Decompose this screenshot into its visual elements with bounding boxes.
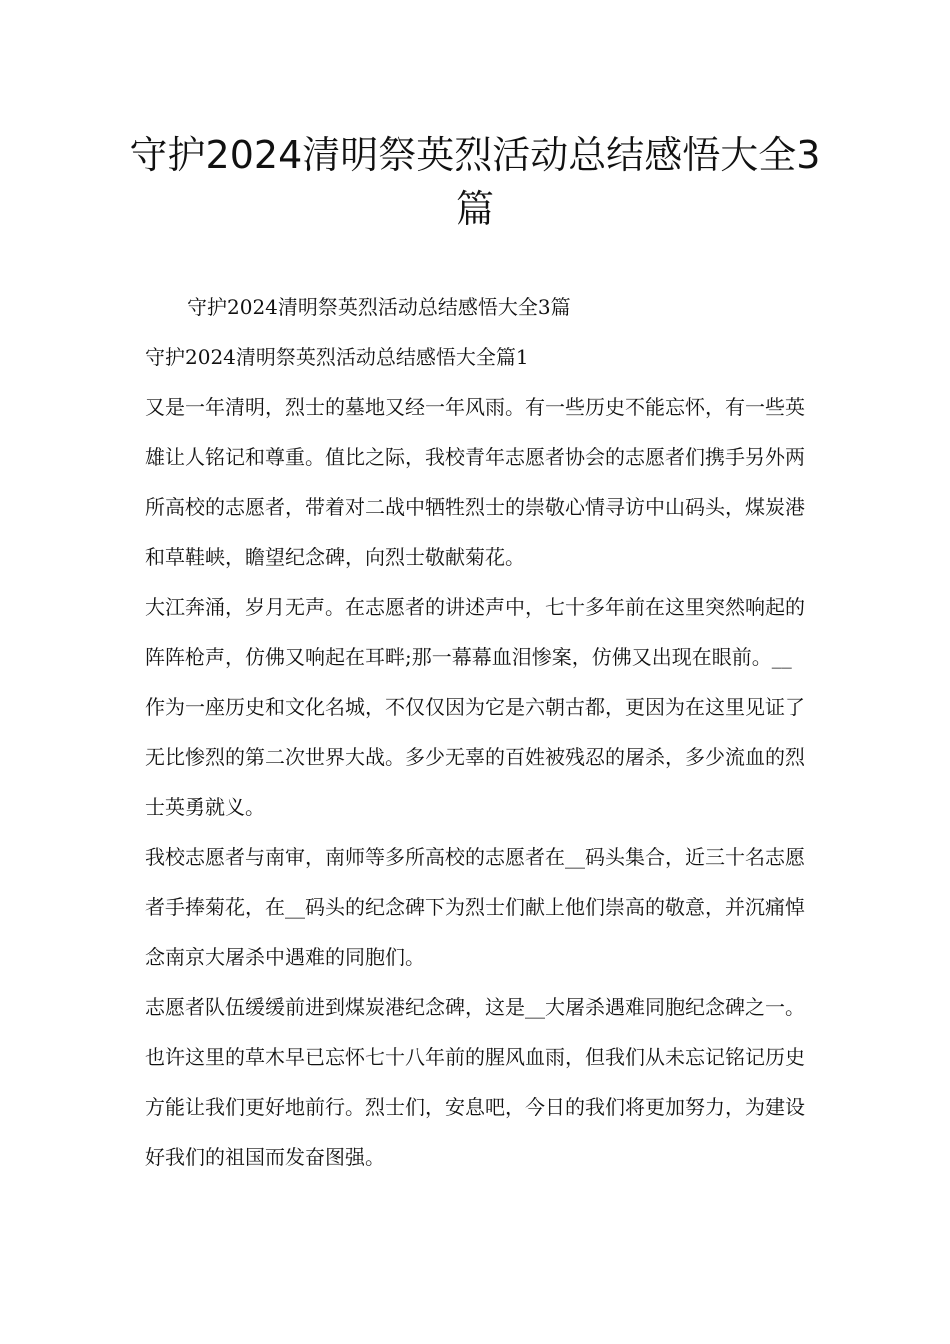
paragraph-1: 又是一年清明，烈士的墓地又经一年风雨。有一些历史不能忘怀，有一些英雄让人铭记和尊重。值比之际，我校青年志愿者协会的志愿者们携手另外两所高校的志愿者，带着对二战中牺牲烈士的崇敬心情寻访中山码头，煤炭港和草鞋峡，瞻望纪念碑，向烈士敬献菊花。	[145, 395, 805, 569]
paragraph-3: 我校志愿者与南审，南师等多所高校的志愿者在__码头集合，近三十名志愿者手捧菊花，在__码头的纪念碑下为烈士们献上他们崇高的敬意，并沉痛悼念南京大屠杀中遇难的同胞们。	[145, 845, 805, 969]
paragraph-4: 志愿者队伍缓缓前进到煤炭港纪念碑，这是__大屠杀遇难同胞纪念碑之一。也许这里的草木早已忘怀七十八年前的腥风血雨，但我们从未忘记铭记历史方能让我们更好地前行。烈士们，安息吧，今日的我们将更加努力，为建设好我们的祖国而发奋图强。	[145, 995, 805, 1169]
paragraph-2: 大江奔涌，岁月无声。在志愿者的讲述声中，七十多年前在这里突然响起的阵阵枪声，仿佛又响起在耳畔;那一幕幕血泪惨案，仿佛又出现在眼前。__作为一座历史和文化名城，不仅仅因为它是六朝古都，更因为在这里见证了无比惨烈的第二次世界大战。多少无辜的百姓被残忍的屠杀，多少流血的烈士英勇就义。	[145, 595, 805, 819]
section-heading: 守护2024清明祭英烈活动总结感悟大全篇1	[145, 345, 529, 369]
document-subtitle: 守护2024清明祭英烈活动总结感悟大全3篇	[187, 295, 571, 319]
document-body	[145, 282, 810, 1182]
document-title: 守护2024清明祭英烈活动总结感悟大全3篇	[129, 133, 821, 231]
